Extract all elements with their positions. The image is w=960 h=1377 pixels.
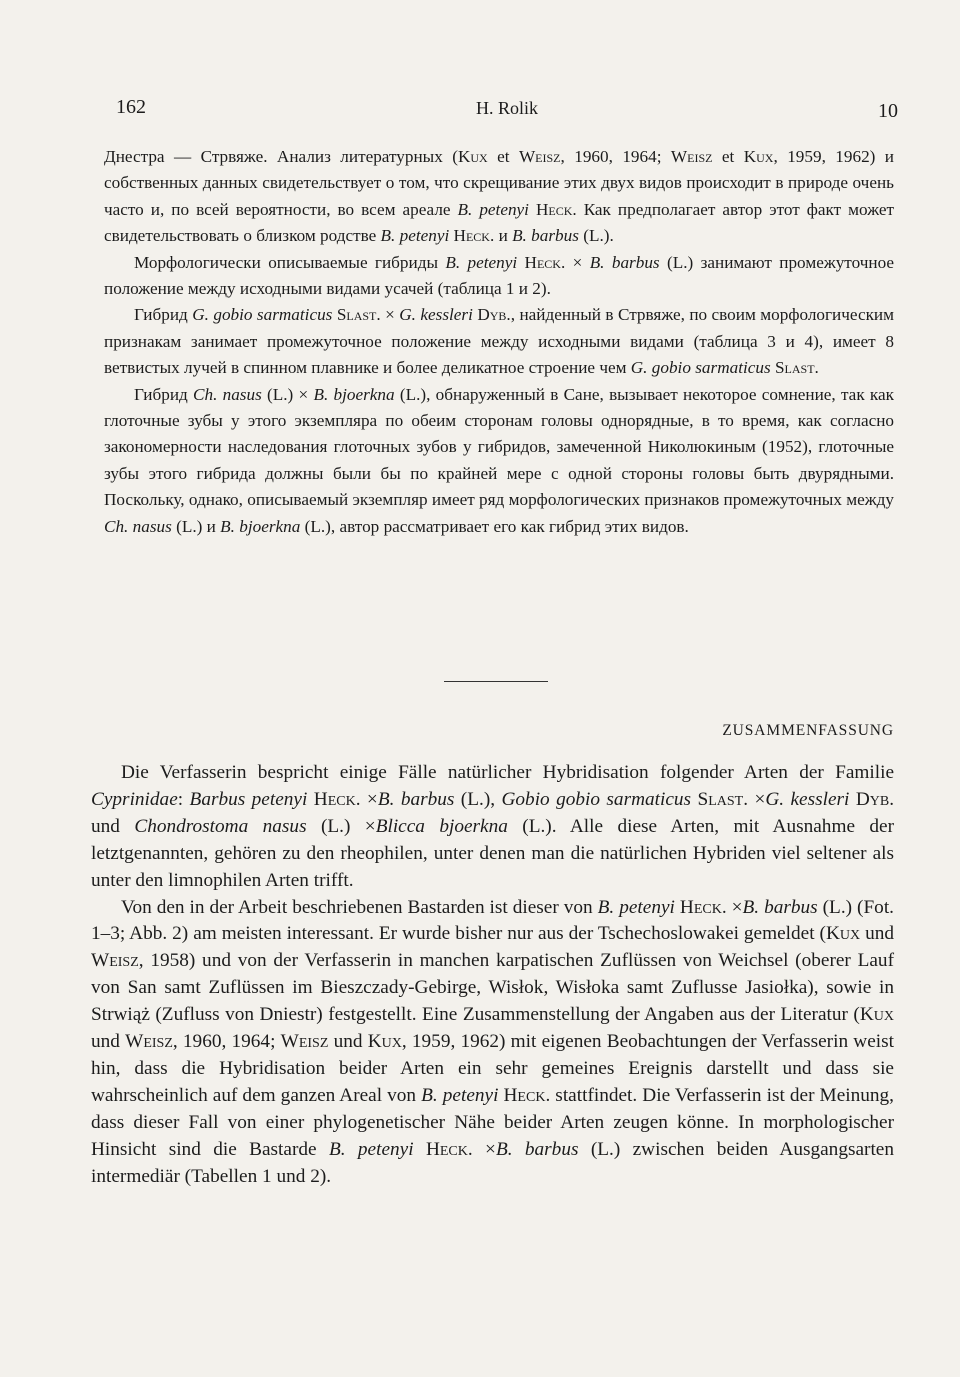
section-divider: [444, 681, 548, 682]
de-paragraph-1: Die Verfasserin bespricht einige Fälle natürlicher Hybridisation folgender Arten der Familie Cyprinidae: Barbus petenyi Heck. ×B. barbus (L.), Gobio gobio sarmaticus Slast. ×G. kessleri Dyb. und Chondrostoma nasus (L.) ×Blicca bjoerkna (L.). Alle diese Arten, mit Ausnahme der letztgenannten, gehören zu den rheophilen, unter denen man die natürlichen Hybriden viel seltener als unter den limnophilen Arten trifft.: [91, 762, 895, 891]
running-title: H. Rolik: [475, 98, 538, 118]
german-summary: [91, 760, 894, 1191]
ru-paragraph-2: Морфологически описываемые гибриды B. petenyi Heck. × B. barbus (L.) занимают промежуточное положение между исходными видами усачей (таблица 1 и 2).: [104, 252, 895, 299]
summary-heading: ZUSAMMENFASSUNG: [722, 722, 894, 739]
ru-paragraph-3: Гибрид G. gobio sarmaticus Slast. × G. kessleri Dyb., найденный в Стрвяже, по своим морфологическим признакам занимает промежуточное положение между исходными видами (таблица 3 и 4), имеет 8 ветвистых лучей в спинном плавнике и более деликатное строение чем G. gobio sarmaticus Slast.: [104, 305, 895, 378]
page-header: [116, 96, 898, 126]
ru-paragraph-4: Гибрид Ch. nasus (L.) × B. bjoerkna (L.), обнаруженный в Сане, вызывает некоторое сомнение, так как глоточные зубы у этого экземпляра по обеим сторонам головы однорядные, в то время, как согласно закономерности наследования глоточных зубов у гибридов, замеченной Николюкиным (1952), глоточные зубы этого гибрида должны были бы по крайней мере с одной стороны головы быть двурядными. Поскольку, однако, описываемый экземпляр имеет ряд морфологических признаков промежуточных между Ch. nasus (L.) и B. bjoerkna (L.), автор рассматривает его как гибрид этих видов.: [104, 384, 894, 536]
page-number: 162: [116, 96, 146, 118]
side-marker: 10: [878, 100, 898, 122]
russian-text: [104, 144, 894, 540]
ru-paragraph-1: Днестра — Стрвяже. Анализ литературных (Kux et Weisz, 1960, 1964; Weisz et Kux, 1959, 1962) и собственных данных свидетельствует о том, что скрещивание этих двух видов происходит в природе очень часто и, по всей вероятности, во всем ареале B. petenyi Heck. Как предполагает автор этот факт может свидетельствовать о близком родстве B. petenyi Heck. и B. barbus (L.).: [104, 147, 894, 246]
de-paragraph-2: Von den in der Arbeit beschriebenen Bastarden ist dieser von B. petenyi Heck. ×B. barbus (L.) (Fot. 1–3; Abb. 2) am meisten interessant. Er wurde bisher nur aus der Tschechoslowakei gemeldet (Kux und Weisz, 1958) und von der Verfasserin in manchen karpatischen Zuflüssen von Weichsel (oberer Lauf von San samt Zuflüssen im Bieszczady-Gebirge, Wisłok, Wisłoka samt Zuflusse Jasiołka), sowie in Strwiąż (Zufluss von Dniestr) festgestellt. Eine Zusammenstellung der Angaben aus der Literatur (Kux und Weisz, 1960, 1964; Weisz und Kux, 1959, 1962) mit eigenen Beobachtungen der Verfasserin weist hin, dass die Hybridisation beider Arten ein sehr gemeines Ereignis darstellt und dass sie wahrscheinlich auf dem ganzen Areal von B. petenyi Heck. stattfindet. Die Verfasserin ist der Meinung, dass dieser Fall von einer phylogenetischer Nähe beider Arten zeugen könne. In morphologischer Hinsicht sind die Bastarde B. petenyi Heck. ×B. barbus (L.) zwischen beiden Ausgangsarten intermediär (Tabellen 1 und 2).: [91, 896, 895, 1187]
